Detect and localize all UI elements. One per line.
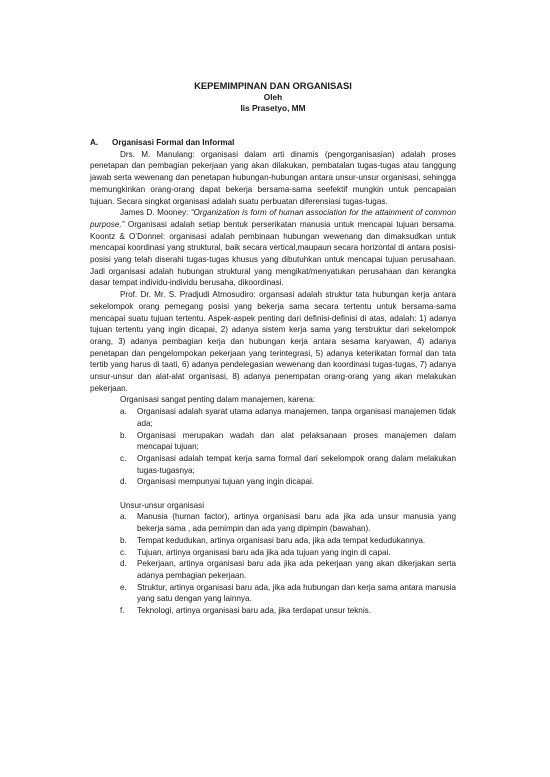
list-item xyxy=(120,453,456,476)
section-heading xyxy=(90,137,456,149)
list-text: Organisasi adalah tempat kerja sama formal dari sekelompok orang dalam melakukan tugas-tugasnya; xyxy=(137,453,456,475)
paragraph-mooney xyxy=(90,207,456,289)
paragraph-atmosudiro: Prof. Dr. Mr. S. Pradjudi Atmosudiro: organsasi adalah struktur tata hubungan kerja antara sekelompok orang pemegang posisi yang bekerja sama secara tertentu untuk bersama-sama mencapai suatu tujuan tertentu. Aspek-aspek penting dari definisi-definisi di atas, adalah: 1) adanya tujuan tertentu yang ingin dicapai, 2) adanya sistem kerja sama yang terstruktur dari sekelompok orang, 3) adanya pembagian kerja dan hubungan kerja antara sesama karyawan, 4) adanya penetapan dan pengelompokan pekerjaan yang terintegrasi, 5) adanya keterikatan formal dan tata tertib yang harus di taati, 6) adanya pendelegasian wewenang dan koordinasi tugas-tugas, 7) adanya unsur-unsur dan alat-alat organisasi, 8) adanya penempatan orang-orang yang akan melakukan pekerjaan. xyxy=(90,290,456,393)
paragraph-manulang: Drs. M. Manulang: organisasi dalam arti dinamis (pengorganisasian) adalah proses penetapan dan pembagian pekerjaan yang akan dilakukan, pembatalan tugas-tugas atau tanggung jawab serta wewenang dan penetapan hubungan-hubungan antara unsur-unsur organisasi, sehingga memungkinkan orang-orang dapat bekerja bersama-sama seefektif mungkin untuk pencapaian tujuan. Secara singkat organisasi adalah suatu perbuatan diferensiasi tugas-tugas. xyxy=(90,149,456,206)
list-letter: e. xyxy=(120,582,127,592)
list-letter: a. xyxy=(120,512,127,522)
list-text: Teknologi, artinya organisasi baru ada, jika terdapat unsur teknis. xyxy=(137,606,371,616)
list-letter: c. xyxy=(120,547,127,557)
spacer xyxy=(90,488,456,500)
list-text: Organisasi merupakan wadah dan alat pelaksanaan proses manajemen dalam mencapai tujuan; xyxy=(137,430,456,452)
list-item xyxy=(120,558,456,581)
list-letter: d. xyxy=(120,477,127,487)
list-text: Pekerjaan, artinya organisasi baru ada jika ada pekerjaan yang akan dikerjakan serta adanya pembagian pekerjaan. xyxy=(137,559,456,580)
list-letter: b. xyxy=(120,430,127,440)
list-item xyxy=(120,605,456,617)
document-body xyxy=(90,80,456,617)
list-letter: c. xyxy=(120,453,127,463)
list-text: Tujuan, artinya organisasi baru ada jika ada tujuan yang ingin di capai. xyxy=(137,547,391,557)
list-item xyxy=(120,511,456,534)
list-item xyxy=(120,430,456,453)
byline: Oleh xyxy=(263,92,283,102)
list-item xyxy=(120,406,456,429)
author-name: Iis Prasetyo, MM xyxy=(240,103,306,113)
list-item xyxy=(120,582,456,605)
list-item xyxy=(120,547,456,559)
list-item xyxy=(120,535,456,547)
section-letter: A. xyxy=(90,138,99,147)
list-text: Organisasi mempunyai tujuan yang ingin dicapai. xyxy=(137,477,315,487)
list-text: Struktur, artinya organisasi baru ada, jika ada hubungan dan kerja sama antara manusia yang satu dengan yang lainnya. xyxy=(137,582,456,604)
mooney-rest: Organisasi adalah setiap bentuk perserikatan manusia untuk mencapai tujuan bersama. Koontz & O’Donnel: organisasi adalah pembinaan hubungan wewenang dan dimaksudkan untuk mencapai koordinasi yang struktural, baik secara vertical,maupaun secara horizontal di antara posisi-posisi yang telah diserahi tugas-tugas khusus yang dibutuhkan untuk mencapai tujuan perusahaan. Jadi organisasi adalah hubungan struktural yang mengikat/menyatukan perusahaan dan kerangka dasar tempat individu-individu berusaha, dikoordinasi. xyxy=(90,219,456,288)
paragraph-importance: Organisasi sangat penting dalam manajemen, karena: xyxy=(120,395,316,405)
list-item xyxy=(120,476,456,488)
list-letter: f. xyxy=(120,606,125,616)
list-letter: a. xyxy=(120,407,127,417)
mooney-lead: James D. Mooney: xyxy=(120,208,191,218)
importance-list xyxy=(90,406,456,488)
section-title: Organisasi Formal dan Informal xyxy=(112,138,235,147)
elements-heading: Unsur-unsur organisasi xyxy=(120,500,204,510)
mooney-quote: “Organization is form of human association for the attainment of common purpose.” xyxy=(90,208,456,229)
elements-list xyxy=(90,511,456,616)
list-letter: b. xyxy=(120,535,127,545)
list-letter: d. xyxy=(120,559,127,569)
list-text: Tempat kedudukan, artinya organisasi baru ada, jika ada tempat kedudukannya. xyxy=(137,535,426,545)
list-text: Organisasi adalah syarat utama adanya manajemen, tanpa organisasi manajemen tidak ada; xyxy=(137,407,456,428)
document-title: KEPEMIMPINAN DAN ORGANISASI xyxy=(194,80,352,91)
list-text: Manusia (human factor), artinya organisasi baru ada jika ada unsur manusia yang bekerja sama , ada pemimpin dan ada yang dipimpin (bawahan). xyxy=(137,512,456,534)
